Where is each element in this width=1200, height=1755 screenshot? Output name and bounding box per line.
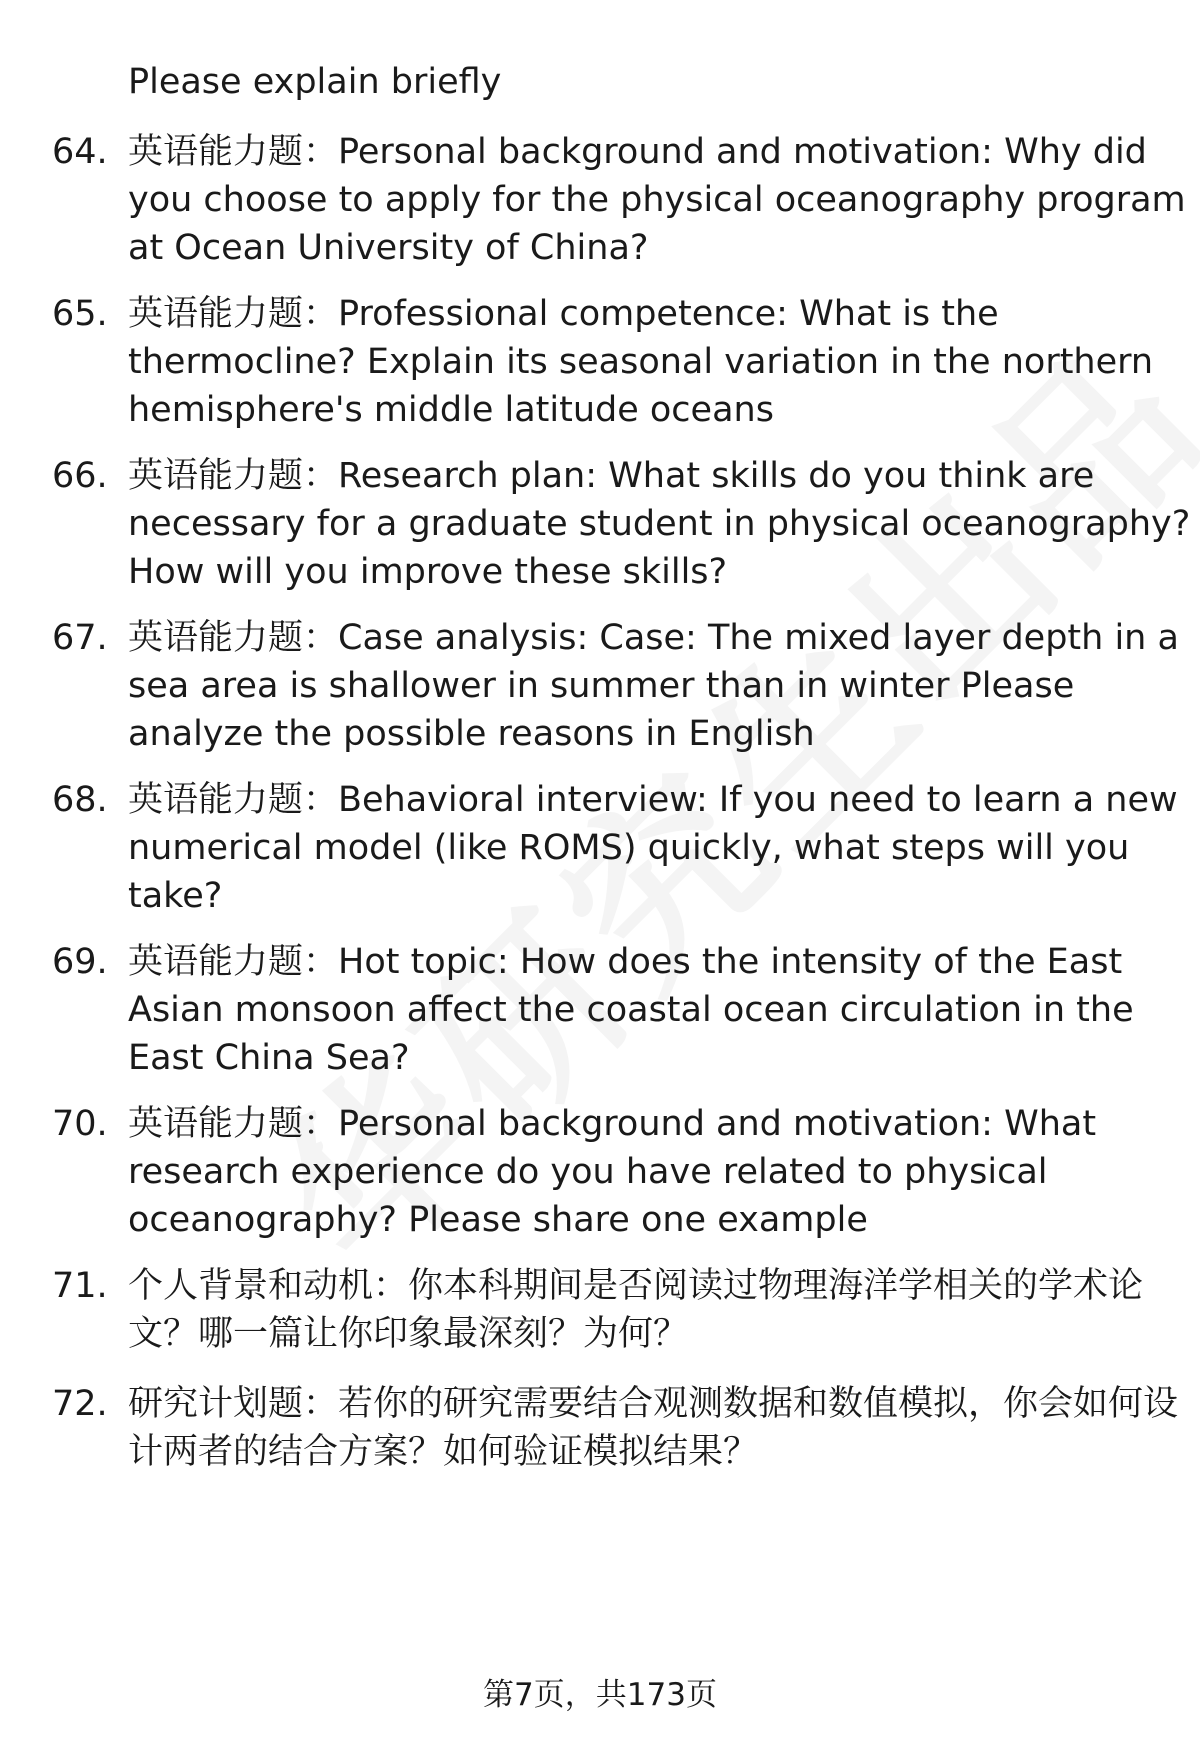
question-text: 英语能力题：Behavioral interview: If you need to learn a new numerical model (like ROMS) quickly, what steps will you take?	[128, 780, 1178, 916]
question-text: 研究计划题：若你的研究需要结合观测数据和数值模拟，你会如何设计两者的结合方案？如何验证模拟结果？	[128, 1384, 1179, 1472]
question-number: 70.	[52, 1104, 108, 1144]
question-text: 英语能力题：Personal background and motivation: What research experience do you have related to physical oceanography? Please share one example	[128, 1104, 1097, 1240]
question-text: 英语能力题：Hot topic: How does the intensity of the East Asian monsoon affect the coastal ocean circulation in the East China Sea?	[128, 942, 1134, 1078]
question-number: 69.	[52, 942, 108, 982]
question-text: 英语能力题：Professional competence: What is the thermocline? Explain its seasonal variation in the northern hemisphere's middle latitude oceans	[128, 294, 1154, 430]
question-text: 个人背景和动机：你本科期间是否阅读过物理海洋学相关的学术论文？哪一篇让你印象最深刻？为何？	[128, 1266, 1144, 1354]
question-number: 64.	[52, 132, 108, 172]
continuation-text: Please explain briefly	[128, 62, 502, 102]
question-number: 72.	[52, 1384, 108, 1424]
question-text: 英语能力题：Personal background and motivation: Why did you choose to apply for the physical oceanography program at Ocean University of China?	[128, 132, 1186, 268]
question-text: 英语能力题：Case analysis: Case: The mixed layer depth in a sea area is shallower in summer than in winter Please analyze the possible reasons in English	[128, 618, 1179, 754]
question-number: 68.	[52, 780, 108, 820]
question-number: 65.	[52, 294, 108, 334]
question-number: 71.	[52, 1266, 108, 1306]
question-number: 66.	[52, 456, 108, 496]
page-footer: 第7页，共173页	[483, 1677, 717, 1713]
question-number: 67.	[52, 618, 108, 658]
question-text: 英语能力题：Research plan: What skills do you think are necessary for a graduate student in physical oceanography? How will you improve these skills?	[128, 456, 1191, 592]
